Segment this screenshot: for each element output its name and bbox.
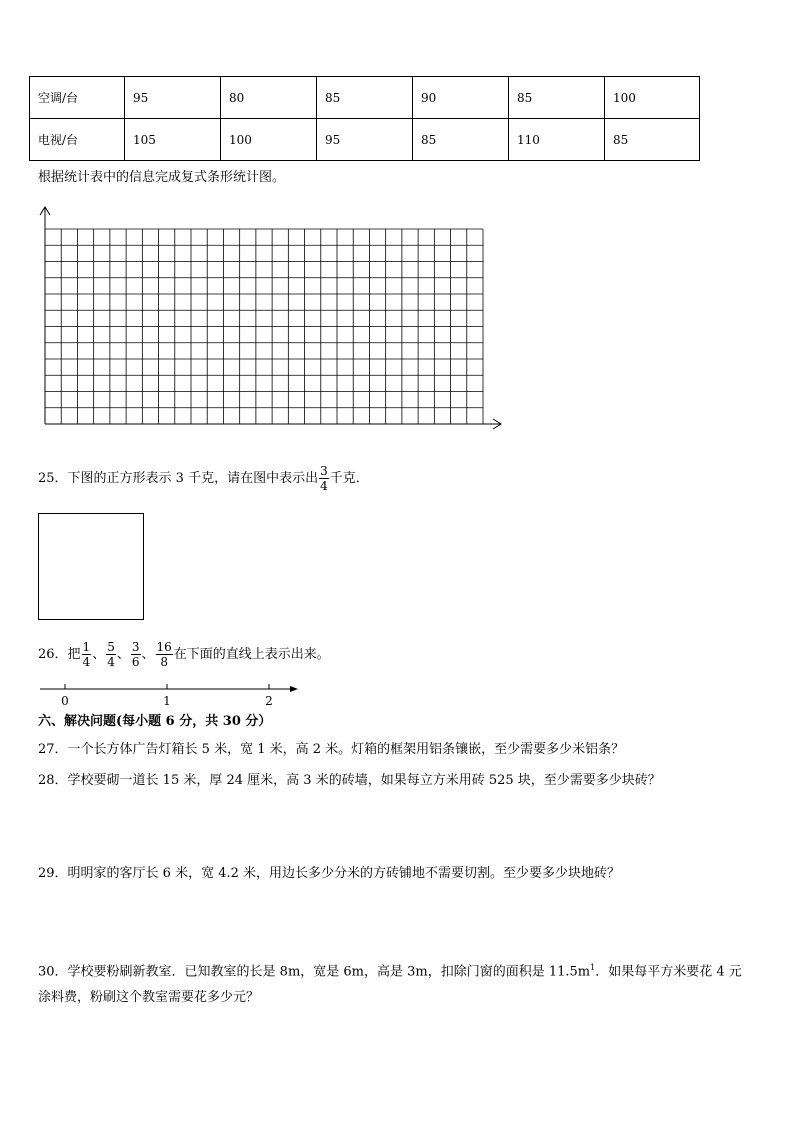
- table-cell: 85: [509, 77, 605, 119]
- q30-text: 30．学校要粉刷新教室．已知教室的长是 8m，宽是 6m，高是 3m，扣除门窗的面积是 11.5m: [38, 964, 591, 980]
- table-cell: 85: [413, 119, 509, 161]
- question-30-line2: 涂料费，粉刷这个教室需要花多少元？: [38, 990, 260, 1005]
- fraction: [82, 640, 92, 669]
- q25-text: 25．下图的正方形表示 3 千克，请在图中表示出: [38, 471, 319, 486]
- q26-suffix: 在下面的直线上表示出来。: [173, 647, 330, 662]
- fraction-numerator: 16: [156, 640, 172, 654]
- table-cell: 85: [317, 77, 413, 119]
- tick-label: 1: [163, 694, 171, 708]
- fraction-denominator: 8: [160, 655, 168, 669]
- blank-chart-grid: [30, 200, 510, 435]
- table-cell: 100: [605, 77, 700, 119]
- fraction: [156, 640, 173, 669]
- q30-text-end: ．如果每平方米要花 4 元: [595, 964, 742, 980]
- square-figure: [38, 513, 144, 620]
- fraction-denominator: 4: [320, 479, 328, 493]
- question-28: 28．学校要砌一道长 15 米，厚 24 厘米，高 3 米的砖墙，如果每立方米用砖 525 块，至少需要多少块砖？: [38, 773, 661, 788]
- table-cell: 95: [317, 119, 413, 161]
- separator: 、: [92, 647, 106, 662]
- row-header: 电视/台: [30, 119, 125, 161]
- q25-text-end: 千克．: [329, 471, 369, 486]
- superscript: 1: [590, 963, 596, 972]
- table-cell: 105: [125, 119, 221, 161]
- table-cell: 100: [221, 119, 317, 161]
- tick-label: 0: [61, 694, 69, 708]
- fraction-numerator: 3: [131, 640, 140, 654]
- fraction: [131, 640, 141, 669]
- question-27: 27．一个长方体广告灯箱长 5 米，宽 1 米，高 2 米。灯箱的框架用铝条镶嵌，至少需要多少米铝条？: [38, 742, 625, 757]
- instruction-text: 根据统计表中的信息完成复式条形统计图。: [38, 170, 286, 185]
- fraction: [319, 464, 329, 493]
- section-heading: 六、解决问题(每小题 6 分，共 30 分）: [38, 714, 272, 729]
- table-cell: 110: [509, 119, 605, 161]
- q26-prefix: 26．把: [38, 647, 81, 662]
- table-cell: 95: [125, 77, 221, 119]
- table-cell: 90: [413, 77, 509, 119]
- fraction-denominator: 4: [82, 655, 91, 669]
- separator: 、: [141, 647, 155, 662]
- question-26: [38, 640, 330, 669]
- table-cell: 85: [605, 119, 700, 161]
- fraction-numerator: 3: [320, 464, 328, 478]
- statistics-table: [29, 76, 700, 161]
- fraction: [106, 640, 116, 669]
- x-axis-arrow: [45, 419, 501, 429]
- tick-label: 2: [265, 694, 273, 708]
- separator: 、: [116, 647, 130, 662]
- table-cell: 80: [221, 77, 317, 119]
- row-header: 空调/台: [30, 77, 125, 119]
- fraction-denominator: 6: [131, 655, 140, 669]
- fraction-numerator: 5: [107, 640, 115, 654]
- fraction-numerator: 1: [82, 640, 91, 654]
- number-line: [38, 678, 302, 708]
- table-row: [30, 77, 700, 119]
- table-row: [30, 119, 700, 161]
- question-29: 29．明明家的客厅长 6 米，宽 4.2 米，用边长多少分米的方砖铺地不需要切割。至少要多少块地砖？: [38, 866, 621, 881]
- question-25: [38, 464, 369, 493]
- question-30-line1: [38, 958, 742, 982]
- fraction-denominator: 4: [107, 655, 115, 669]
